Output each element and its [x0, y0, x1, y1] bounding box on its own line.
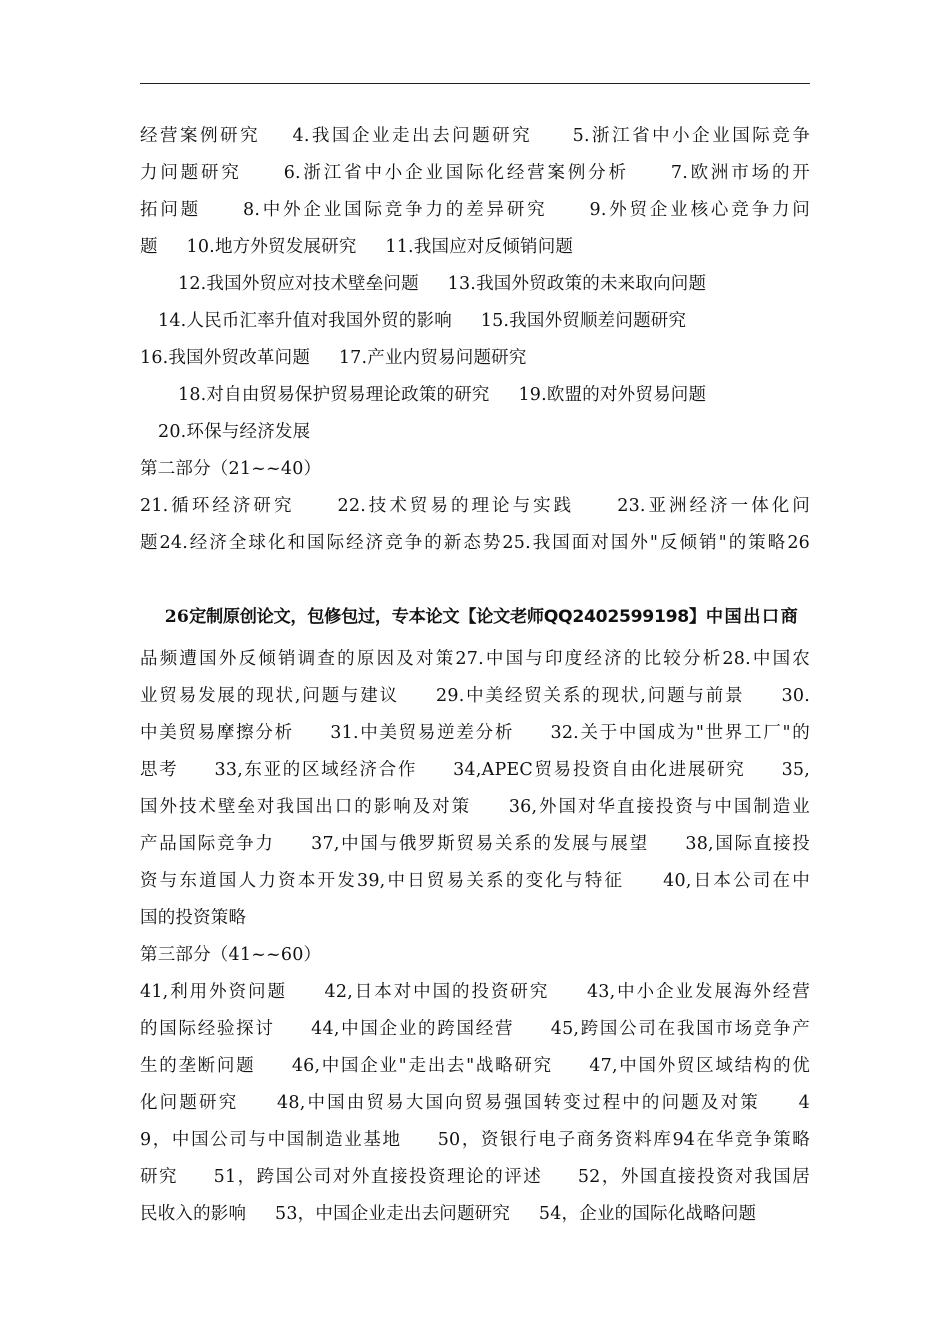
text-line: 国的投资策略 [140, 908, 247, 928]
paragraph-block-top [140, 118, 810, 562]
text-line: 41,利用外资问题 42,日本对中国的投资研究 43,中小企业发展海外经营 [140, 982, 810, 1002]
text-line: 民收入的影响 53，中国企业走出去问题研究 54，企业的国际化战略问题 [140, 1204, 757, 1224]
text-line: 生的垄断问题 46,中国企业"走出去"战略研究 47,中国外贸区域结构的优 [140, 1056, 810, 1076]
text-line: 14.人民币汇率升值对我国外贸的影响 15.我国外贸顺差问题研究 [158, 311, 687, 331]
text-line: 的国际经验探讨 44,中国企业的跨国经营 45,跨国公司在我国市场竞争产 [140, 1019, 810, 1039]
ad-text: 定制原创论文，包修包过，专本论文【论文老师QQ2402599198】 [189, 607, 706, 627]
document-body [140, 118, 810, 1233]
text-line: 16.我国外贸改革问题 17.产业内贸易问题研究 [140, 348, 527, 368]
header-rule [140, 83, 810, 84]
text-line: 化问题研究 48,中国由贸易大国向贸易强国转变过程中的问题及对策 4 [140, 1093, 810, 1113]
text-line: 18.对自由贸易保护贸易理论政策的研究 19.欧盟的对外贸易问题 [178, 385, 707, 405]
text-line: 力问题研究 6.浙江省中小企业国际化经营案例分析 7.欧洲市场的开 [140, 163, 810, 183]
text-line: 题 10.地方外贸发展研究 11.我国应对反倾销问题 [140, 237, 574, 257]
ad-line-prefix: 26 [164, 607, 190, 627]
text-line: 第二部分（21~~40） [140, 459, 322, 479]
text-line: 产品国际竞争力 37,中国与俄罗斯贸易关系的发展与展望 38,国际直接投 [140, 834, 810, 854]
text-line: 中美贸易摩擦分析 31.中美贸易逆差分析 32.关于中国成为"世界工厂"的 [140, 723, 810, 743]
text-line: 21.循环经济研究 22.技术贸易的理论与实践 23.亚洲经济一体化问 [140, 496, 810, 516]
text-line: 研究 51，跨国公司对外直接投资理论的评述 52，外国直接投资对我国居 [140, 1167, 810, 1187]
text-line: 品频遭国外反倾销调查的原因及对策27.中国与印度经济的比较分析28.中国农 [140, 649, 810, 669]
text-line: 国外技术壁垒对我国出口的影响及对策 36,外国对华直接投资与中国制造业 [140, 797, 810, 817]
paragraph-block-bottom [140, 641, 810, 1233]
text-line: 业贸易发展的现状,问题与建议 29.中美经贸关系的现状,问题与前景 30. [140, 686, 810, 706]
text-line: 拓问题 8.中外企业国际竞争力的差异研究 9.外贸企业核心竞争力问 [140, 200, 810, 220]
text-line: 12.我国外贸应对技术壁垒问题 13.我国外贸政策的未来取向问题 [178, 274, 707, 294]
text-line: 9，中国公司与中国制造业基地 50，资银行电子商务资料库94在华竞争策略 [140, 1130, 810, 1150]
ad-line-suffix: 中国出口商 [705, 607, 800, 627]
text-line: 经营案例研究 4.我国企业走出去问题研究 5.浙江省中小企业国际竞争 [140, 126, 810, 146]
text-line: 第三部分（41~~60） [140, 945, 322, 965]
text-line: 思考 33,东亚的区域经济合作 34,APEC贸易投资自由化进展研究 35, [140, 760, 810, 780]
ad-line [140, 562, 810, 627]
text-line: 资与东道国人力资本开发39,中日贸易关系的变化与特征 40,日本公司在中 [140, 871, 810, 891]
text-line: 题24.经济全球化和国际经济竞争的新态势25.我国面对国外"反倾销"的策略26 [140, 533, 810, 553]
text-line: 20.环保与经济发展 [158, 422, 311, 442]
